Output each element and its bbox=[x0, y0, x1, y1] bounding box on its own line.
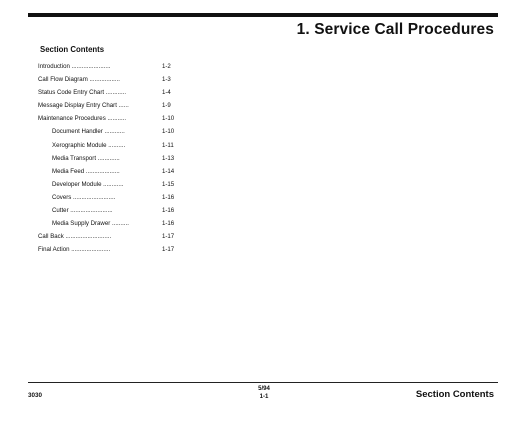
toc-entry-leader: ........................... bbox=[63, 233, 112, 241]
toc-entry-page: 1-17 bbox=[162, 233, 175, 241]
toc-entry-page: 1-15 bbox=[162, 180, 175, 188]
toc-entry-leader: ......................... bbox=[71, 193, 116, 201]
toc-entry-title: Status Code Entry Chart bbox=[38, 89, 105, 97]
toc-entry-page: 1-10 bbox=[162, 115, 175, 123]
toc-entry-leader: .......... bbox=[110, 220, 129, 228]
toc-entry-title: Document Handler bbox=[52, 128, 103, 136]
header-rule bbox=[28, 13, 498, 17]
toc-entry-leader: ...... bbox=[116, 102, 129, 110]
toc-entry bbox=[38, 102, 198, 115]
toc-entry-label bbox=[38, 102, 129, 109]
toc-entry-leader: ............ bbox=[104, 89, 127, 97]
toc-entry-title: Media Transport bbox=[52, 154, 97, 162]
toc-entry-leader: ......................... bbox=[68, 207, 113, 215]
toc-entry-title: Media Supply Drawer bbox=[52, 220, 111, 228]
toc-entry-leader: .................... bbox=[84, 167, 120, 175]
toc-entry-page: 1-16 bbox=[162, 207, 175, 215]
footer-section-title: Section Contents bbox=[415, 389, 494, 400]
toc-entry bbox=[38, 168, 198, 181]
toc-entry-label bbox=[52, 155, 120, 162]
toc-entry bbox=[38, 115, 198, 128]
toc-entry-leader: .................. bbox=[87, 76, 120, 84]
toc-entry-leader: ....................... bbox=[69, 246, 111, 254]
toc-entry-page: 1-9 bbox=[162, 102, 171, 110]
toc-entry bbox=[38, 128, 198, 141]
toc-entry-page: 1-16 bbox=[162, 193, 175, 201]
toc-entry-title: Call Back bbox=[38, 233, 64, 241]
toc-entry-page: 1-14 bbox=[162, 167, 175, 175]
toc-entry-title: Final Action bbox=[38, 246, 70, 254]
toc-entry-title: Introduction bbox=[38, 63, 70, 70]
chapter-title: 1. Service Call Procedures bbox=[296, 21, 494, 38]
toc-entry-leader: ........... bbox=[105, 115, 127, 123]
toc-entry-page: 1-2 bbox=[162, 63, 171, 70]
toc-entry bbox=[38, 142, 198, 155]
toc-entry-title: Message Display Entry Chart bbox=[38, 102, 117, 110]
footer-rule bbox=[28, 382, 498, 383]
toc-entry-page: 1-11 bbox=[162, 141, 174, 149]
toc-entry-label bbox=[38, 115, 126, 122]
toc-entry-title: Media Feed bbox=[52, 167, 85, 175]
toc-entry-page: 1-4 bbox=[162, 89, 171, 97]
toc-entry bbox=[38, 220, 198, 233]
toc-entry bbox=[38, 76, 198, 89]
toc-entry-title: Covers bbox=[52, 193, 72, 201]
toc-entry bbox=[38, 181, 198, 194]
footer-date: 5/94 bbox=[258, 385, 270, 392]
toc-entry bbox=[38, 155, 198, 168]
toc-entry bbox=[38, 63, 198, 76]
toc-entry bbox=[38, 207, 198, 220]
toc-entry-title: Cutter bbox=[52, 207, 69, 215]
toc-entry-title: Developer Module bbox=[52, 180, 102, 188]
toc-entry-title: Call Flow Diagram bbox=[38, 76, 88, 84]
toc-entry-label bbox=[38, 76, 120, 83]
toc-entry bbox=[38, 246, 198, 259]
toc-entry-page: 1-16 bbox=[162, 220, 175, 228]
toc-entry-label bbox=[52, 194, 115, 201]
toc-entry-leader: ....................... bbox=[69, 63, 111, 70]
toc-entry-label bbox=[38, 233, 111, 240]
toc-entry-label bbox=[52, 168, 120, 175]
toc-entry-leader: .......... bbox=[106, 141, 126, 149]
toc-entry-label bbox=[52, 207, 113, 214]
toc-entry-leader: ............ bbox=[102, 128, 125, 136]
footer-date-page bbox=[252, 385, 276, 401]
toc-entry-label bbox=[52, 142, 125, 149]
toc-entry-label bbox=[52, 128, 125, 135]
toc-entry-label bbox=[38, 63, 110, 70]
footer-model-number: 3030 bbox=[28, 392, 43, 399]
footer-page-number: 1-1 bbox=[259, 393, 269, 400]
toc-entry-title: Maintenance Procedures bbox=[38, 115, 106, 123]
toc-entry-label bbox=[38, 246, 110, 253]
toc-entry-label bbox=[52, 220, 129, 227]
toc-entry-label bbox=[38, 89, 126, 96]
toc-entry-leader: ............. bbox=[96, 154, 120, 162]
toc-entry-page: 1-3 bbox=[162, 76, 171, 84]
toc-entry-title: Xerographic Module bbox=[52, 141, 107, 149]
toc-entry-page: 1-17 bbox=[162, 246, 175, 254]
toc-entry-page: 1-10 bbox=[162, 128, 175, 136]
toc-entry-page: 1-13 bbox=[162, 154, 175, 162]
section-heading: Section Contents bbox=[40, 45, 105, 54]
table-of-contents bbox=[38, 63, 198, 259]
toc-entry bbox=[38, 233, 198, 246]
toc-entry-leader: ............ bbox=[101, 180, 124, 188]
toc-entry bbox=[38, 194, 198, 207]
toc-entry bbox=[38, 89, 198, 102]
toc-entry-label bbox=[52, 181, 123, 188]
